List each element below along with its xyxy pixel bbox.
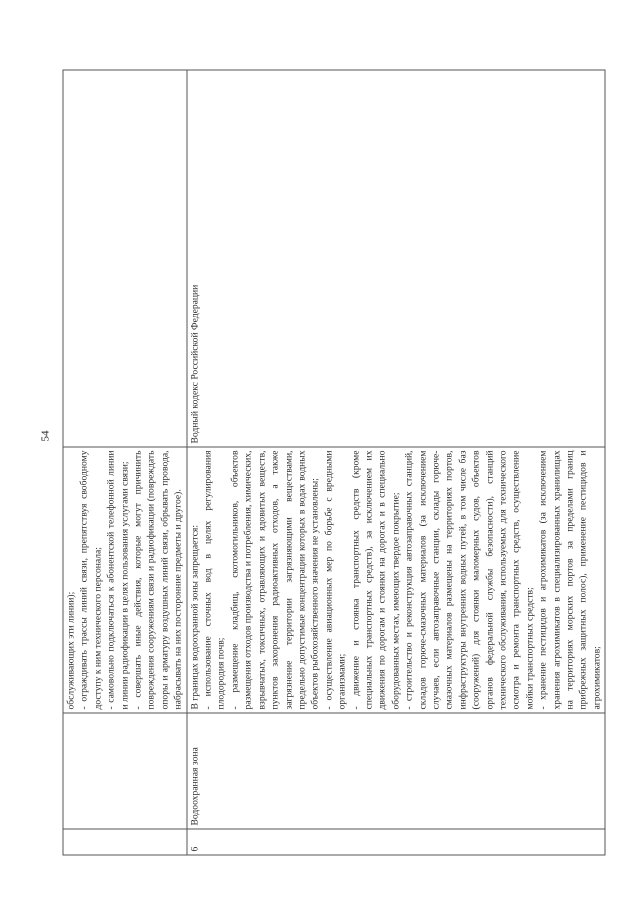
row-number-cell: 6	[187, 829, 606, 855]
restrictions-table	[63, 70, 606, 856]
restriction-paragraph: - строительство и реконструкция автозаправочных станций, складов горюче-смазочных материалов (за исключением случаев, если автозаправочные станции, склады горюче-смазочных материалов размещены на территориях портов, инфраструктуры внутренних водных путей, в том числе баз (сооружений) для стоянки маломерных судов, объектов органов федеральной службы безопасности), станций технического обслуживания, используемых для технического осмотра и ремонта транспортных средств, осуществление мойки транспортных средств;	[403, 450, 536, 710]
restriction-paragraph: - совершать иные действия, которые могут причинить повреждения сооружениям связи и радиофикации (повреждать опоры и арматуру воздушных линий связи, обрывать провода, набрасывать на них посторонние предметы и другое).	[132, 450, 184, 710]
restrictions-cell	[63, 447, 187, 713]
restriction-paragraph: - размещение кладбищ, скотомогильников, объектов размещения отходов производства и потребления, химических, взрывчатых, токсичных, отравляющих и ядовитых веществ, пунктов захоронения радиоактивных отходов, а также загрязнение территории загрязняющими веществами, предельно допустимые концентрации которых в водах водных объектов рыбохозяйственного значения не установлены;	[229, 450, 321, 710]
table-row	[187, 70, 606, 855]
zone-name-cell: Водоохранная зона	[187, 713, 606, 829]
restriction-paragraph: - ограждивать трассы линий связи, препятствуя свободному доступу к ним технического персонала;	[78, 450, 104, 710]
restriction-paragraph: - использование сточных вод в целях регулирования плодородия почв;	[202, 450, 227, 710]
restriction-paragraph: - самовольно подключаться к абонентской телефонной линии и линии радиофикации в целях пользования услугами связи;	[105, 450, 131, 710]
law-source-cell	[63, 70, 187, 447]
table-row	[63, 70, 187, 855]
restriction-paragraph: - движение и стоянка транспортных средств (кроме специальных транспортных средств), за исключением их движения по дорогам и стоянки на дорогах и в специально оборудованных местах, имеющих твердое покрытие;	[350, 450, 402, 710]
restriction-paragraph: - осуществление авиационных мер по борьбе с вредными организмами;	[323, 450, 348, 710]
restriction-paragraph: В границах водоохранной зоны запрещается:	[189, 525, 201, 710]
rotated-page	[63, 71, 603, 856]
restrictions-cell	[187, 447, 606, 713]
row-number-cell	[63, 829, 187, 855]
restriction-paragraph: - хранение пестицидов и агрохимикатов (за исключением хранения агрохимикатов в специализированных хранилищах на территориях морских портов за пределами границ прибрежных защитных полос), применение пестицидов и агрохимикатов;	[537, 450, 603, 710]
page-number: 54	[39, 430, 52, 442]
law-source-cell: Водный кодекс Российской Федерации	[187, 70, 606, 447]
zone-name-cell	[63, 713, 187, 829]
restriction-paragraph: обслуживающих эти линии);	[65, 591, 77, 710]
